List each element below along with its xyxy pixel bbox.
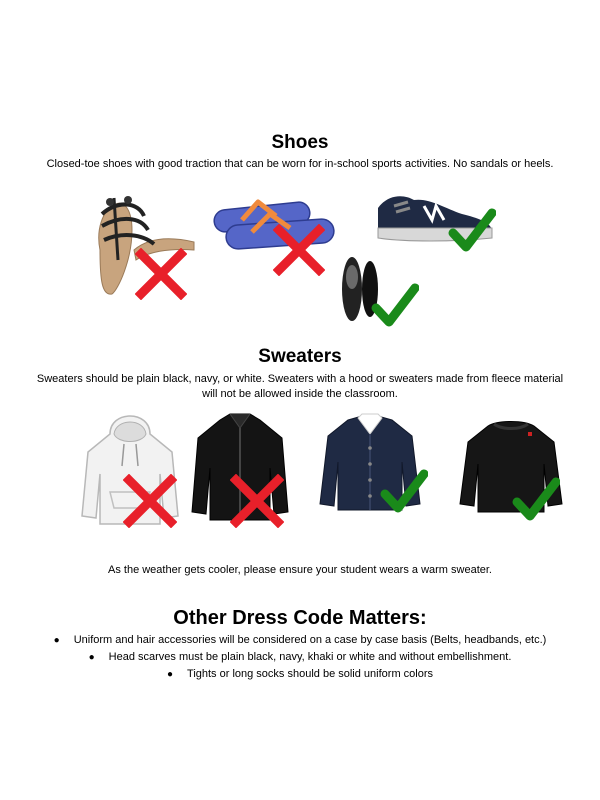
fleece-jacket-not-allowed-mark xyxy=(230,474,284,528)
black-sweater-allowed-mark xyxy=(512,474,560,522)
red-cross-icon xyxy=(135,248,187,300)
bullet-icon: ● xyxy=(166,669,174,680)
other-matters-heading: Other Dress Code Matters: xyxy=(173,607,427,629)
hoodie-not-allowed-mark xyxy=(123,474,177,528)
red-cross-icon xyxy=(123,474,177,528)
navy-cardigan-allowed-mark xyxy=(380,466,428,514)
shoes-heading: Shoes xyxy=(271,132,329,153)
ballet-flat-allowed-mark xyxy=(371,280,419,328)
bullet-icon: ● xyxy=(88,652,95,663)
flip-flop-not-allowed-mark xyxy=(273,224,325,276)
green-check-icon xyxy=(371,280,419,328)
list-item: ● Tights or long socks should be solid uniform colors xyxy=(0,666,600,683)
bullet-icon: ● xyxy=(53,635,60,646)
weather-note: As the weather gets cooler, please ensure your student wears a warm sweater. xyxy=(108,564,492,576)
sneaker-allowed-mark xyxy=(448,205,496,253)
red-cross-icon xyxy=(230,474,284,528)
sweaters-description-line2: will not be allowed inside the classroom. xyxy=(202,388,398,400)
red-cross-icon xyxy=(273,224,325,276)
green-check-icon xyxy=(448,205,496,253)
sandal-not-allowed-mark xyxy=(135,248,187,300)
shoes-description: Closed-toe shoes with good traction that can be worn for in-school sports activities. No sandals or heels. xyxy=(46,158,554,170)
sweaters-heading: Sweaters xyxy=(258,346,342,367)
green-check-icon xyxy=(512,474,560,522)
sweaters-description-line1: Sweaters should be plain black, navy, or white. Sweaters with a hood or sweaters made from fleece material xyxy=(36,373,564,385)
green-check-icon xyxy=(380,466,428,514)
list-item: ● Head scarves must be plain black, navy, khaki or white and without embellishment. xyxy=(0,649,600,666)
other-matters-list xyxy=(0,632,600,683)
list-item: ● Uniform and hair accessories will be considered on a case by case basis (Belts, headbands, etc.) xyxy=(0,632,600,649)
